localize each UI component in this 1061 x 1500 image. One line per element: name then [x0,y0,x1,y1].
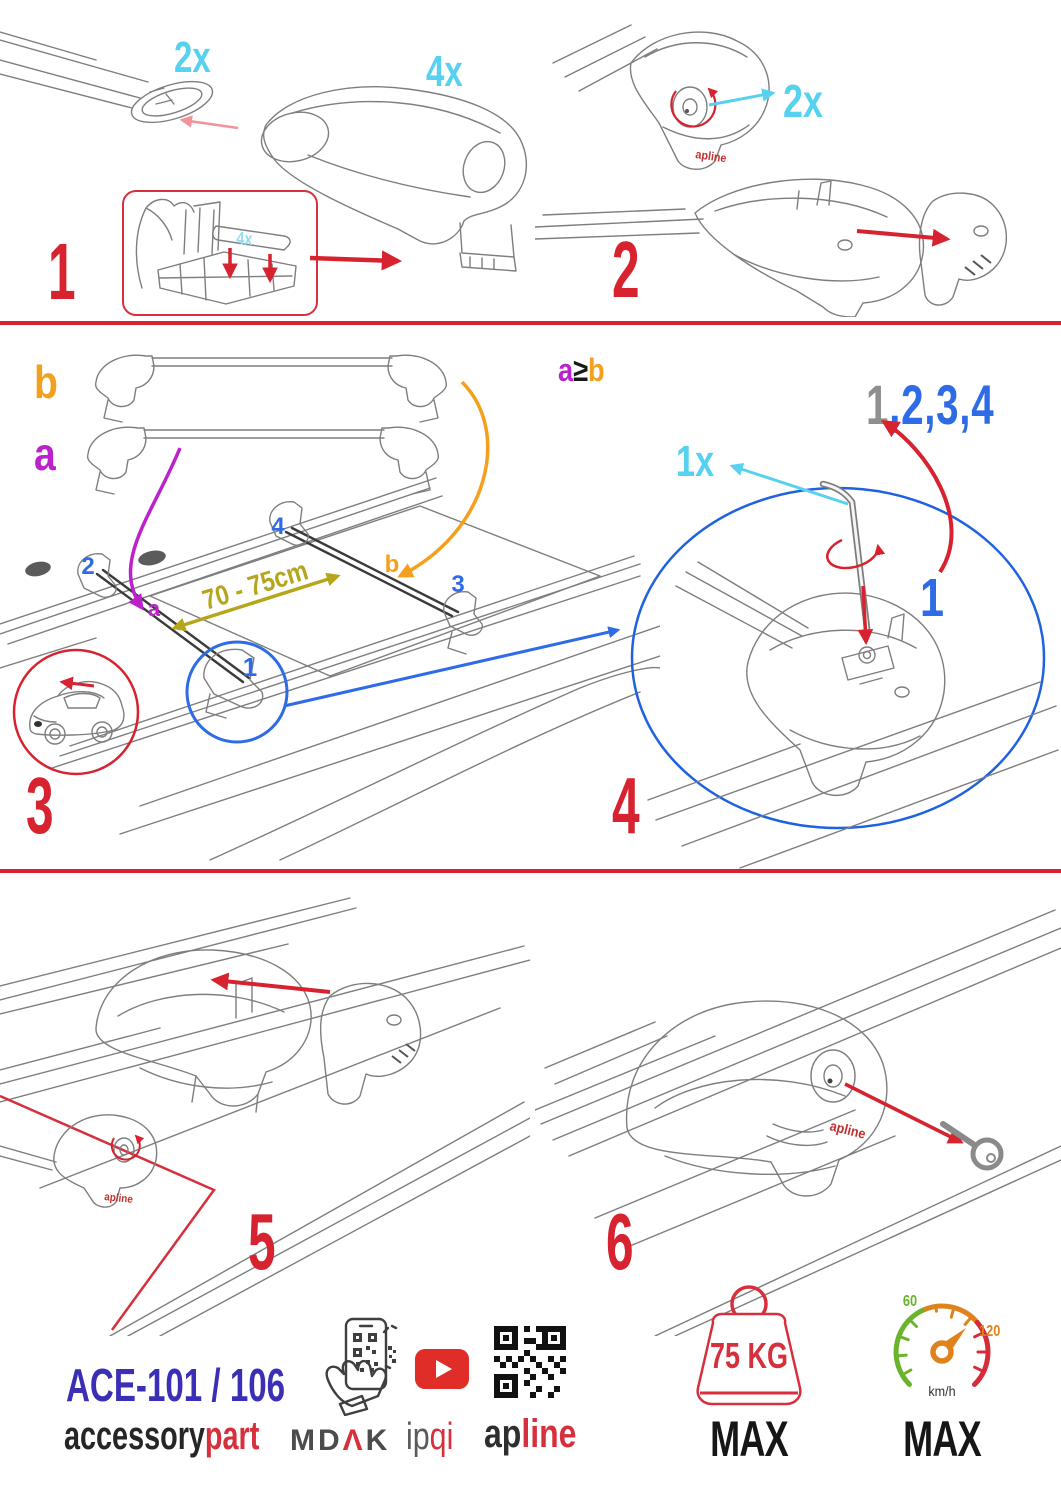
section-divider-2 [0,869,1061,873]
mdak-logo [290,1424,390,1458]
bar-a-position-arrow [130,448,180,608]
magnifier-ellipse [632,488,1044,828]
mdak-post: K [365,1424,391,1457]
accessorypart-red: part [204,1414,260,1458]
attach-endcap-arrow [857,231,947,239]
speed-max-label: MAX [903,1411,981,1467]
bar-qty-label: 2x [174,33,211,82]
order-rest: ,2,3,4 [889,373,995,436]
phone-qr-scan-icon [322,1316,400,1416]
apline-red: line [521,1412,577,1456]
pad-to-foot-arrow [306,242,411,272]
weight-max-label: MAX [710,1411,788,1467]
pad-qty-label: 4x [235,228,254,250]
mdak-mid: Λ [342,1424,366,1457]
rule-op: ≥ [573,352,589,388]
spacing-label: 70 - 75cm [198,553,312,617]
crossbar-drawing [0,30,250,145]
ipqi-dark: ip [406,1416,430,1458]
weight-value-label: 75 KG [710,1335,788,1376]
accessorypart-dark: accessory [64,1414,205,1458]
apline-logo-inset: apline [103,1191,134,1207]
lock-cylinder-icon [811,1050,855,1102]
apline-logo-on-foot: apline [828,1117,868,1142]
mdak-pre: MD [290,1424,343,1457]
step-2-number: 2 [612,225,639,314]
apline-logo-on-foot: apline [694,148,728,166]
rule-b: b [588,352,605,388]
step-3-number: 3 [26,761,53,850]
rule-a: a [558,352,574,388]
rotate-key-arrow [827,540,878,568]
weight-max-icon [670,1280,828,1416]
step-6-number: 6 [606,1197,633,1286]
detail-circle [187,642,287,742]
lock-qty-arrow [709,93,773,105]
position-1-label: 1 [920,568,945,629]
product-model: ACE-101 / 106 [66,1359,286,1411]
order-reference-arrow [884,422,952,572]
section-divider-1 [0,321,1061,325]
apline-dark: ap [484,1412,522,1456]
ipqi-logo [406,1416,453,1459]
key-icon [943,1124,1001,1168]
speed-low-label: 60 [902,1292,918,1311]
slide-endcap-arrow [214,980,330,992]
qr-code-icon [494,1326,566,1398]
roof-position-2: 2 [81,553,95,580]
roof-position-1: 1 [242,652,258,682]
speed-unit-label: km/h [928,1383,956,1400]
step-5-number: 5 [248,1197,275,1286]
order-first: 1 [866,373,890,436]
bar-b-label: b [34,357,58,409]
roof-bar-b-label: b [384,551,400,578]
step-1-number: 1 [48,227,75,316]
speed-high-label: 120 [979,1322,1001,1341]
assembled-bar-b-drawing [96,355,447,422]
insert-bar-arrow [182,120,238,128]
lock-qty-label: 2x [783,75,823,128]
assembled-bar-a-drawing [88,427,439,494]
length-rule [558,352,605,389]
allen-key-icon [823,484,867,628]
tool-qty-label: 1x [676,436,715,487]
tightening-detail-drawing [620,400,1061,870]
roof-position-3: 3 [451,571,465,598]
step-4-number: 4 [612,761,639,850]
roof-position-4: 4 [271,513,285,540]
speedometer-icon [876,1290,1008,1402]
foot-qty-label: 4x [426,47,463,96]
youtube-play-icon [414,1348,470,1390]
rotate-lock-arrow [671,89,715,126]
rubber-pad-drawing [124,192,312,310]
car-direction-inset [14,650,138,774]
front-direction-arrow [62,682,94,686]
roof-bar-a-label: a [147,596,161,621]
accessorypart-logo [64,1414,259,1459]
apline-logo [484,1412,576,1457]
roof-mounting-drawing [0,336,660,866]
crossbar-b-on-roof [286,528,458,616]
rubber-pad-inset [122,190,318,316]
fixpoint-covers [24,548,167,578]
ipqi-red: qi [429,1416,454,1458]
bar-a-label: a [34,429,56,481]
detail-connector-line [284,630,618,706]
